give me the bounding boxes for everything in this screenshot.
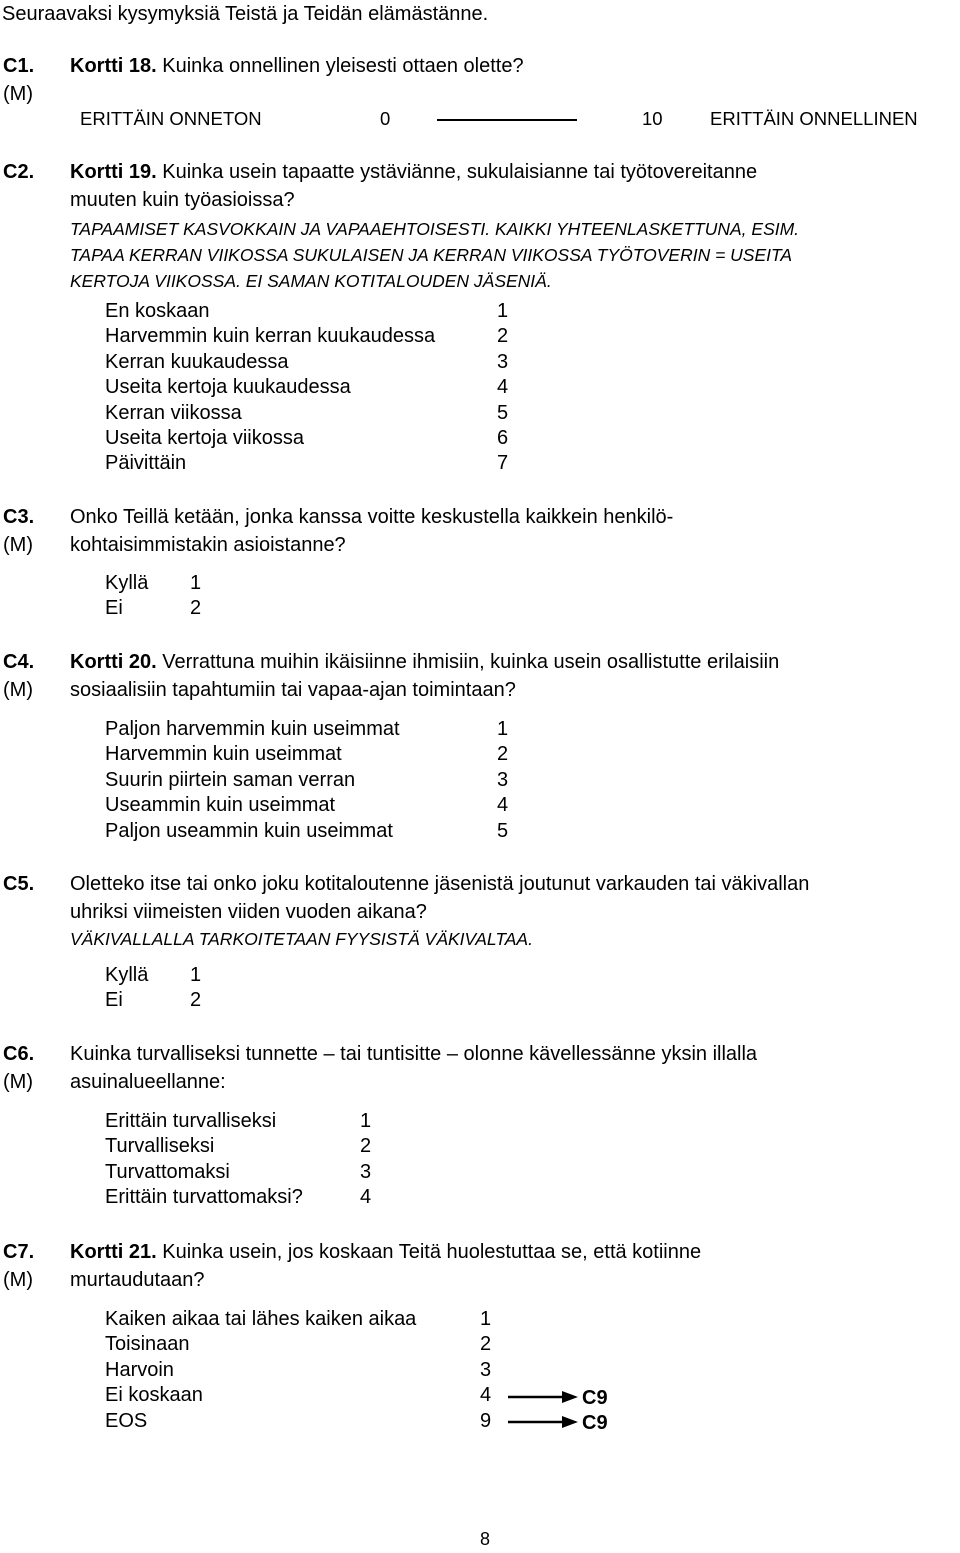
question-text-line: muuten kuin työasioissa? (70, 189, 295, 211)
card-ref: Kortti 21. (70, 1241, 157, 1263)
intro-text: Seuraavaksi kysymyksiä Teistä ja Teidän elämästänne. (2, 3, 489, 25)
question-text-line: Onko Teillä ketään, jonka kanssa voitte keskustella kaikkein henkilö- (70, 506, 674, 528)
card-ref: Kortti 19. (70, 161, 157, 183)
question-text (70, 870, 960, 952)
option-label: Kerran kuukaudessa (105, 350, 289, 373)
option-code: 4 (360, 1186, 372, 1209)
option-label: Turvalliseksi (105, 1135, 215, 1158)
m-tag: (M) (3, 1071, 33, 1093)
option-code: 1 (497, 718, 509, 740)
option-row (105, 819, 525, 844)
option-row (105, 1185, 405, 1210)
option-code: 2 (190, 989, 202, 1012)
option-code: 3 (497, 768, 509, 791)
option-code: 1 (480, 1308, 492, 1330)
option-code: 3 (480, 1358, 492, 1381)
question-text-line: Kuinka usein tapaatte ystäviänne, sukulaisianne tai työtovereitanne (162, 161, 758, 183)
interviewer-instruction: KERTOJA VIIKOSSA. EI SAMAN KOTITALOUDEN JÄSENIÄ. (70, 271, 552, 291)
question-id (3, 503, 63, 559)
option-code: 3 (360, 1160, 372, 1183)
question-text (70, 1040, 960, 1096)
option-row (105, 1332, 525, 1357)
option-label: Ei koskaan (105, 1384, 203, 1407)
option-label: Kaiken aikaa tai lähes kaiken aikaa (105, 1308, 417, 1330)
interviewer-instruction: VÄKIVALLALLA TARKOITETAAN FYYSISTÄ VÄKIVALTAA. (70, 929, 533, 949)
skip-target: C9 (582, 1412, 608, 1434)
question-text-line: asuinalueellanne: (70, 1071, 226, 1093)
scale-max: 10 (642, 108, 663, 129)
option-row (105, 426, 525, 451)
options-c7 (105, 1307, 525, 1434)
option-row (105, 1409, 525, 1434)
question-text (70, 503, 960, 559)
question-code: C4. (3, 651, 35, 673)
option-row (105, 451, 525, 476)
question-id (3, 1238, 63, 1294)
scale-line (437, 119, 577, 121)
option-row (105, 1134, 405, 1159)
question-id (3, 870, 63, 898)
question-id (3, 158, 63, 186)
options-c5 (105, 963, 225, 1014)
option-label: Päivittäin (105, 452, 187, 475)
option-row (105, 571, 225, 596)
question-id (3, 52, 63, 108)
option-row (105, 1160, 405, 1185)
option-label: Useammin kuin useimmat (105, 794, 336, 817)
question-code: C3. (3, 506, 35, 528)
m-tag: (M) (3, 679, 33, 701)
scale-right-label: ERITTÄIN ONNELLINEN (710, 108, 918, 129)
option-label: Kyllä (105, 964, 149, 986)
m-tag: (M) (3, 83, 33, 105)
option-row (105, 401, 525, 426)
option-row (105, 1358, 525, 1383)
options-c6 (105, 1109, 405, 1211)
option-row (105, 963, 225, 988)
question-text-line: Kuinka onnellinen yleisesti ottaen olette? (162, 55, 524, 77)
option-row (105, 299, 525, 324)
option-code: 2 (480, 1333, 492, 1356)
question-code: C2. (3, 161, 35, 183)
option-code: 1 (190, 572, 202, 594)
option-row (105, 1109, 405, 1134)
option-label: Kerran viikossa (105, 401, 242, 424)
question-text-line: Verrattuna muihin ikäisiinne ihmisiin, kuinka usein osallistutte erilaisiin (162, 651, 780, 673)
option-label: Ei (105, 597, 123, 620)
option-row (105, 988, 225, 1013)
question-text-line: sosiaalisiin tapahtumiin tai vapaa-ajan toimintaan? (70, 679, 516, 701)
options-c3 (105, 571, 225, 622)
option-label: En koskaan (105, 300, 210, 322)
option-code: 1 (360, 1110, 372, 1132)
option-label: Harvoin (105, 1358, 174, 1381)
option-code: 9 (480, 1409, 492, 1432)
card-ref: Kortti 18. (70, 55, 157, 77)
skip-target: C9 (582, 1387, 608, 1409)
option-code: 4 (497, 376, 509, 399)
option-row (105, 1307, 525, 1332)
option-row (105, 717, 525, 742)
option-code: 1 (190, 964, 202, 986)
question-text-line: Kuinka usein, jos koskaan Teitä huolestuttaa se, että kotiinne (162, 1241, 702, 1263)
question-text-line: kohtaisimmistakin asioistanne? (70, 534, 346, 556)
option-label: Erittäin turvalliseksi (105, 1110, 277, 1132)
option-row (105, 375, 525, 400)
question-text-line: Oletteko itse tai onko joku kotitaloutenne jäsenistä joutunut varkauden tai väkivallan (70, 873, 810, 895)
option-code: 5 (497, 401, 509, 424)
option-label: EOS (105, 1409, 148, 1432)
question-text (70, 1238, 960, 1294)
m-tag: (M) (3, 534, 33, 556)
options-c2 (105, 299, 525, 477)
question-code: C7. (3, 1241, 35, 1263)
card-ref: Kortti 20. (70, 651, 157, 673)
option-code: 2 (360, 1135, 372, 1158)
option-code: 2 (190, 597, 202, 620)
interviewer-instruction: TAPAA KERRAN VIIKOSSA SUKULAISEN JA KERRAN VIIKOSSA TYÖTOVERIN = USEITA (70, 245, 793, 265)
option-row (105, 324, 525, 349)
option-row (105, 1383, 525, 1408)
option-code: 1 (497, 300, 509, 322)
option-row (105, 742, 525, 767)
question-text (70, 648, 960, 704)
question-text-line: murtaudutaan? (70, 1269, 205, 1291)
option-code: 7 (497, 452, 509, 475)
m-tag: (M) (3, 1269, 33, 1291)
interviewer-instruction: TAPAAMISET KASVOKKAIN JA VAPAAEHTOISESTI. KAIKKI YHTEENLASKETTUNA, ESIM. (70, 219, 800, 239)
question-code: C6. (3, 1043, 35, 1065)
option-row (105, 793, 525, 818)
option-row (105, 350, 525, 375)
option-label: Paljon harvemmin kuin useimmat (105, 718, 400, 740)
arrow-right-icon (508, 1391, 578, 1403)
option-label: Harvemmin kuin useimmat (105, 743, 342, 766)
option-label: Paljon useammin kuin useimmat (105, 819, 393, 842)
option-label: Turvattomaksi (105, 1160, 230, 1183)
question-id (3, 648, 63, 704)
option-label: Useita kertoja viikossa (105, 426, 304, 449)
option-row (105, 596, 225, 621)
option-code: 2 (497, 743, 509, 766)
question-text (70, 158, 960, 294)
option-code: 5 (497, 819, 509, 842)
option-code: 6 (497, 426, 509, 449)
option-code: 2 (497, 325, 509, 348)
question-code: C1. (3, 55, 35, 77)
option-row (105, 768, 525, 793)
scale-min: 0 (380, 108, 391, 129)
page-number: 8 (479, 1529, 490, 1549)
option-label: Ei (105, 989, 123, 1012)
option-code: 3 (497, 350, 509, 373)
option-label: Harvemmin kuin kerran kuukaudessa (105, 325, 436, 348)
scale-left-label: ERITTÄIN ONNETON (80, 108, 262, 129)
arrow-right-icon (508, 1416, 578, 1428)
question-id (3, 1040, 63, 1096)
question-text (70, 52, 960, 80)
option-label: Suurin piirtein saman verran (105, 768, 356, 791)
option-code: 4 (497, 794, 509, 817)
option-label: Useita kertoja kuukaudessa (105, 376, 351, 399)
question-text-line: Kuinka turvalliseksi tunnette – tai tuntisitte – olonne kävellessänne yksin illalla (70, 1043, 758, 1065)
question-code: C5. (3, 873, 35, 895)
options-c4 (105, 717, 525, 844)
question-text-line: uhriksi viimeisten viiden vuoden aikana? (70, 901, 427, 923)
option-label: Erittäin turvattomaksi? (105, 1186, 303, 1209)
option-code: 4 (480, 1384, 492, 1407)
option-label: Toisinaan (105, 1333, 190, 1356)
option-label: Kyllä (105, 572, 149, 594)
